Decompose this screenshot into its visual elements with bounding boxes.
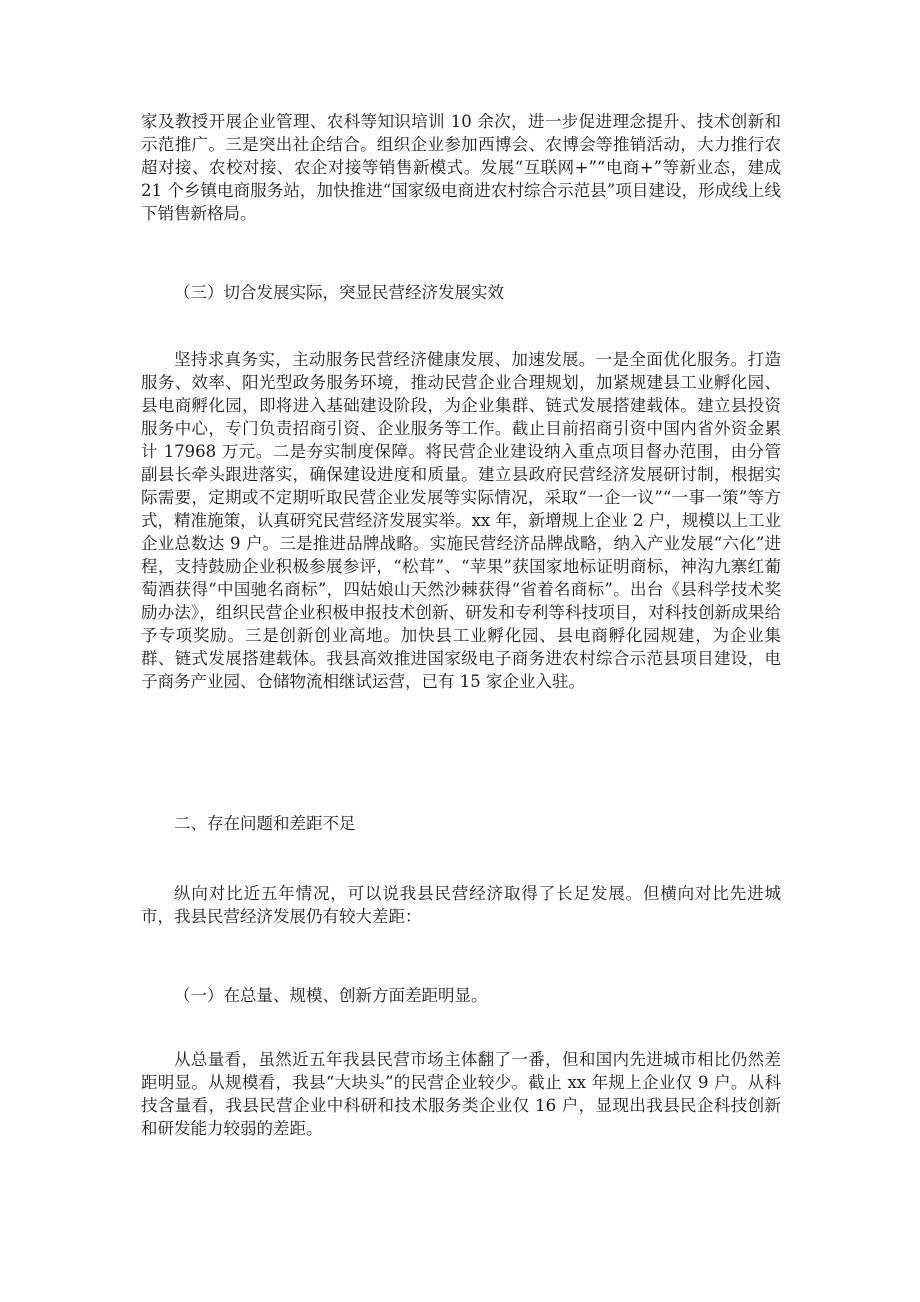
paragraph-intro: 纵向对比近五年情况，可以说我县民营经济取得了长足发展。但横向对比先进城市，我县民营经济发展仍有较大差距： (141, 884, 781, 926)
paragraph-section-3: 坚持求真务实，主动服务民营经济健康发展、加速发展。一是全面优化服务。打造服务、效率、阳光型政务服务环境，推动民营企业合理规划，加紧规建县工业孵化园、县电商孵化园，即将进入基础建设阶段，为企业集群、链式发展搭建载体。建立县投资服务中心，专门负责招商引资、企业服务等工作。截止目前招商引资中国内省外资金累计 17968 万元。二是夯实制度保障。将民营企业建设纳入重点项目督办范围，由分管副县长牵头跟进落实，确保建设进度和质量。建立县政府民营经济发展研讨制，根据实际需要，定期或不定期听取民营企业发展等实际情况，采取“一企一议”“一事一策”等方式，精准施策，认真研究民营经济发展实举。xx 年，新增规上企业 2 户，规模以上工业企业总数达 9 户。三是推进品牌战略。实施民营经济品牌战略，纳入产业发展“六化”进程，支持鼓励企业积极参展参评，“松茸”、“苹果”获国家地标证明商标，神沟九寨红葡萄酒获得“中国驰名商标”，四姑娘山天然沙棘获得“省着名商标”。出台《县科学技术奖励办法》，组织民营企业积极申报技术创新、研发和专利等科技项目，对科技创新成果给予专项奖励。三是创新创业高地。加快县工业孵化园、县电商孵化园规建，为企业集群、链式发展搭建载体。我县高效推进国家级电子商务进农村综合示范县项目建设，电子商务产业园、仓储物流相继试运营，已有 15 家企业入驻。 (141, 350, 781, 691)
paragraph-subsection-1: 从总量看，虽然近五年我县民营市场主体翻了一番，但和国内先进城市相比仍然差距明显。从规模看，我县“大块头”的民营企业较少。截止 xx 年规上企业仅 9 户。从科技含量看，我县民营企业中科研和技术服务类企业仅 16 户，显现出我县民企科技创新和研发能力较弱的差距。 (141, 1050, 781, 1138)
section-heading-3: （三）切合发展实际，突显民营经济发展实效 (174, 283, 504, 302)
subsection-heading-1: （一）在总量、规模、创新方面差距明显。 (174, 986, 488, 1005)
chapter-heading-2: 二、存在问题和差距不足 (174, 814, 356, 833)
paragraph-continuation: 家及教授开展企业管理、农科等知识培训 10 余次，进一步促进理念提升、技术创新和示范推广。三是突出社企结合。组织企业参加西博会、农博会等推销活动，大力推行农超对接、农校对接、农企对接等销售新模式。发展“互联网+”“电商+”等新业态，建成 21 个乡镇电商服务站，加快推进“国家级电商进农村综合示范县”项目建设，形成线上线下销售新格局。 (141, 112, 781, 223)
